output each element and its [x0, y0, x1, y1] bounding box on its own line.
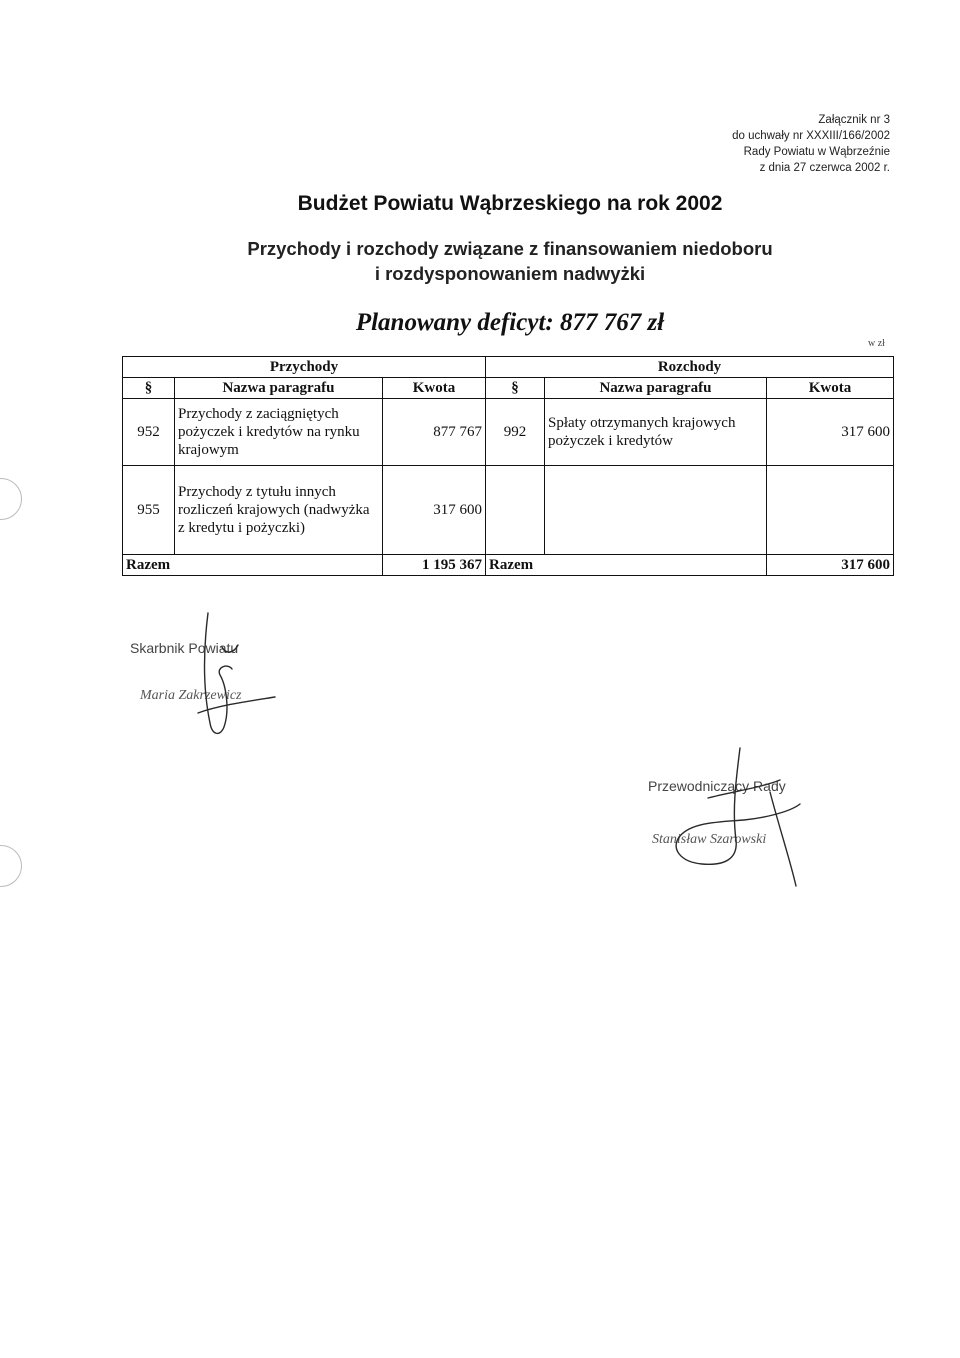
income-paragraph: 952 [123, 399, 175, 466]
chairman-signature [640, 740, 820, 890]
column-header-row [123, 378, 894, 399]
budget-table [122, 356, 894, 576]
annex-note [732, 112, 890, 176]
income-group-header: Przychody [123, 357, 486, 378]
punch-hole [0, 478, 22, 520]
annex-line: Załącznik nr 3 [818, 114, 890, 126]
income-amount: 877 767 [383, 399, 486, 466]
unit-label: w zł [868, 338, 885, 349]
expense-amount: 317 600 [767, 399, 894, 466]
expense-total: 317 600 [767, 555, 894, 576]
income-name: Przychody z tytułu innych rozliczeń krajowych (nadwyżka z kredytu i pożyczki) [175, 466, 383, 555]
expense-total-label: Razem [486, 555, 767, 576]
subtitle-line: Przychody i rozchody związane z finansowaniem niedoboru [247, 238, 773, 259]
treasurer-signature [150, 605, 290, 745]
col-paragraph: § [486, 378, 545, 399]
col-paragraph: § [123, 378, 175, 399]
chairman-name: Stanisław Szarowski [652, 832, 767, 847]
annex-line: do uchwały nr XXXIII/166/2002 [732, 130, 890, 142]
planned-deficit: Planowany deficyt: 877 767 zł [355, 309, 665, 336]
expense-name [545, 466, 767, 555]
col-name: Nazwa paragrafu [175, 378, 383, 399]
expense-paragraph [486, 466, 545, 555]
expense-group-header: Rozchody [486, 357, 894, 378]
col-amount: Kwota [767, 378, 894, 399]
total-row [123, 555, 894, 576]
annex-line: Rady Powiatu w Wąbrzeźnie [743, 146, 890, 158]
annex-line: z dnia 27 czerwca 2002 r. [759, 162, 890, 174]
document-title: Budżet Powiatu Wąbrzeskiego na rok 2002 [297, 192, 723, 215]
expense-amount [767, 466, 894, 555]
income-paragraph: 955 [123, 466, 175, 555]
income-total: 1 195 367 [383, 555, 486, 576]
col-amount: Kwota [383, 378, 486, 399]
income-name: Przychody z zaciągniętych pożyczek i kredytów na rynku krajowym [175, 399, 383, 466]
col-name: Nazwa paragrafu [545, 378, 767, 399]
treasurer-name: Maria Zakrzewicz [140, 688, 242, 703]
income-amount: 317 600 [383, 466, 486, 555]
subtitle-line: i rozdysponowaniem nadwyżki [374, 263, 646, 284]
expense-paragraph: 992 [486, 399, 545, 466]
group-header-row [123, 357, 894, 378]
chairman-title: Przewodniczący Rady [648, 778, 786, 794]
expense-name: Spłaty otrzymanych krajowych pożyczek i kredytów [545, 399, 767, 466]
punch-hole [0, 845, 22, 887]
table-row [123, 399, 894, 466]
treasurer-title: Skarbnik Powiatu [130, 640, 239, 656]
income-total-label: Razem [123, 555, 383, 576]
document-subtitle [0, 236, 960, 286]
table-row [123, 466, 894, 555]
